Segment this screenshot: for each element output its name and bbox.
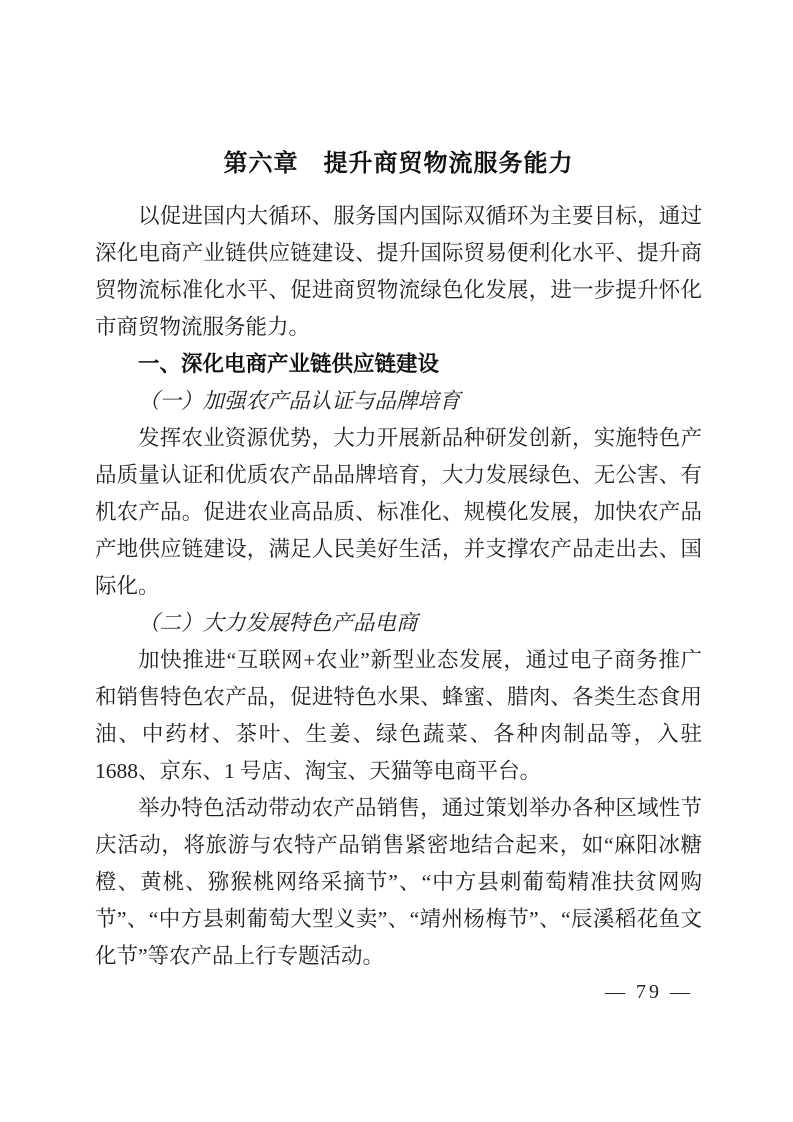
- subsection-heading: （一）加强农产品认证与品牌培育: [138, 389, 461, 413]
- section-heading: 一、深化电商产业链供应链建设: [138, 352, 440, 376]
- paragraph: 发挥农业资源优势，大力开展新品种研发创新，实施特色产品质量认证和优质农产品品牌培育，大力发展绿色、无公害、有机农产品。促进农业高品质、标准化、规模化发展，加快农产品产地供应链建设，满足人民美好生活，并支撑农产品走出去、国际化。: [95, 426, 702, 598]
- chapter-title: 第六章 提升商贸物流服务能力: [223, 150, 574, 177]
- paragraph: 举办特色活动带动农产品销售，通过策划举办各种区域性节庆活动，将旅游与农特产品销售紧密地结合起来，如“麻阳冰糖橙、黄桃、猕猴桃网络采摘节”、“中方县刺葡萄精准扶贫网购节”、“中方县刺葡萄大型义卖”、“靖州杨梅节”、“辰溪稻花鱼文化节”等农产品上行专题活动。: [95, 796, 702, 968]
- subsection-heading: （二）大力发展特色产品电商: [138, 611, 418, 635]
- paragraph: 加快推进“互联网+农业”新型业态发展，通过电子商务推广和销售特色农产品，促进特色水果、蜂蜜、腊肉、各类生态食用油、中药材、茶叶、生姜、绿色蔬菜、各种肉制品等，入驻 1688、京东、1 号店、淘宝、天猫等电商平台。: [95, 648, 702, 783]
- page-number: — 79 —: [605, 981, 693, 1003]
- document-body: [95, 198, 702, 975]
- paragraph: 以促进国内大循环、服务国内国际双循环为主要目标，通过深化电商产业链供应链建设、提升国际贸易便利化水平、提升商贸物流标准化水平、促进商贸物流绿色化发展，进一步提升怀化市商贸物流服务能力。: [95, 204, 702, 339]
